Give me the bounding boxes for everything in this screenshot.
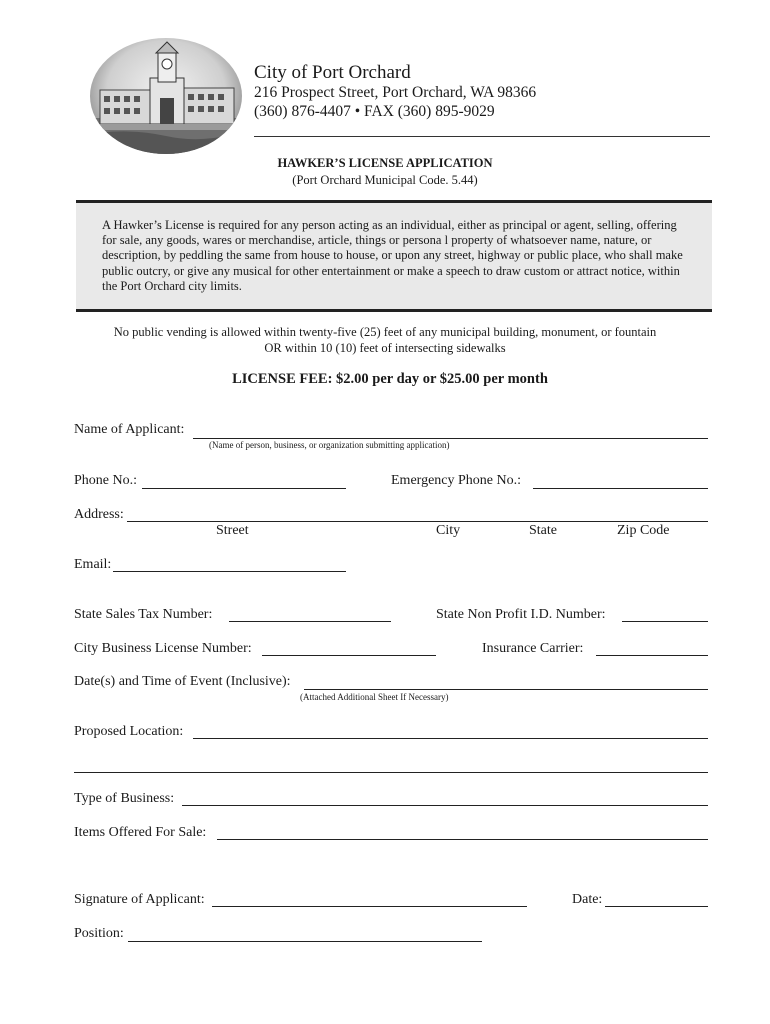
position-field[interactable]	[128, 941, 482, 942]
address-city-caption: City	[436, 523, 461, 538]
vending-restriction-line1: No public vending is allowed within twenty-five (25) feet of any municipal building, monument, or fountain	[113, 325, 657, 339]
phone-field[interactable]	[142, 488, 346, 489]
proposed-location-field-line2[interactable]	[74, 772, 708, 773]
dates-times-label: Date(s) and Time of Event (Inclusive):	[74, 674, 291, 689]
code-reference: (Port Orchard Municipal Code. 5.44)	[292, 173, 478, 187]
email-label: Email:	[74, 557, 112, 572]
position-label: Position:	[74, 926, 124, 941]
email-field[interactable]	[113, 571, 346, 572]
address-label: Address:	[74, 507, 124, 522]
state-non-profit-field[interactable]	[622, 621, 708, 622]
city-hall-logo	[90, 38, 242, 154]
address-state-caption: State	[529, 523, 557, 538]
items-offered-label: Items Offered For Sale:	[74, 825, 207, 840]
insurance-carrier-label: Insurance Carrier:	[482, 641, 584, 656]
phone-label: Phone No.:	[74, 473, 137, 488]
insurance-carrier-field[interactable]	[596, 655, 708, 656]
address-zip-caption: Zip Code	[617, 523, 670, 538]
form-title: HAWKER’S LICENSE APPLICATION	[277, 156, 493, 170]
state-sales-tax-label: State Sales Tax Number:	[74, 607, 213, 622]
proposed-location-label: Proposed Location:	[74, 724, 184, 739]
license-notice-box	[76, 200, 712, 312]
license-notice-text: A Hawker’s License is required for any person acting as an individual, either as principal or agent, selling, offering for sale, any goods, wares or merchandise, article, things or persona l property of whatsoever name, nature, or description, by peddling the same from house to house, or upon any street, highway or public place, who shall make public outcry, or give any musical for other entertainment or make a speech to draw custom or attract notice, within the Port Orchard city limits.	[102, 218, 683, 293]
type-of-business-field[interactable]	[182, 805, 708, 806]
city-address: 216 Prospect Street, Port Orchard, WA 98366	[254, 84, 537, 101]
license-fee: LICENSE FEE: $2.00 per day or $25.00 per month	[232, 371, 548, 387]
city-business-license-field[interactable]	[262, 655, 436, 656]
state-sales-tax-field[interactable]	[229, 621, 391, 622]
signature-field[interactable]	[212, 906, 527, 907]
name-of-applicant-field[interactable]	[193, 438, 708, 439]
city-phone-fax: (360) 876-4407 • FAX (360) 895-9029	[254, 103, 495, 120]
type-of-business-label: Type of Business:	[74, 791, 175, 806]
signature-label: Signature of Applicant:	[74, 892, 205, 907]
city-business-license-label: City Business License Number:	[74, 641, 252, 656]
dates-times-field[interactable]	[304, 689, 708, 690]
city-name: City of Port Orchard	[254, 62, 411, 83]
items-offered-field[interactable]	[217, 839, 708, 840]
emergency-phone-label: Emergency Phone No.:	[391, 473, 521, 488]
dates-times-hint: (Attached Additional Sheet If Necessary)	[300, 692, 449, 702]
city-hall-illustration	[90, 38, 242, 154]
name-of-applicant-label: Name of Applicant:	[74, 422, 185, 437]
name-of-applicant-hint: (Name of person, business, or organization submitting application)	[209, 440, 450, 450]
date-field[interactable]	[605, 906, 708, 907]
date-label: Date:	[572, 892, 603, 907]
address-street-caption: Street	[216, 523, 249, 538]
vending-restriction-line2: OR within 10 (10) feet of intersecting sidewalks	[264, 341, 506, 355]
emergency-phone-field[interactable]	[533, 488, 708, 489]
proposed-location-field[interactable]	[193, 738, 708, 739]
header-divider	[254, 136, 710, 137]
address-field[interactable]	[127, 521, 708, 522]
state-non-profit-label: State Non Profit I.D. Number:	[436, 607, 606, 622]
